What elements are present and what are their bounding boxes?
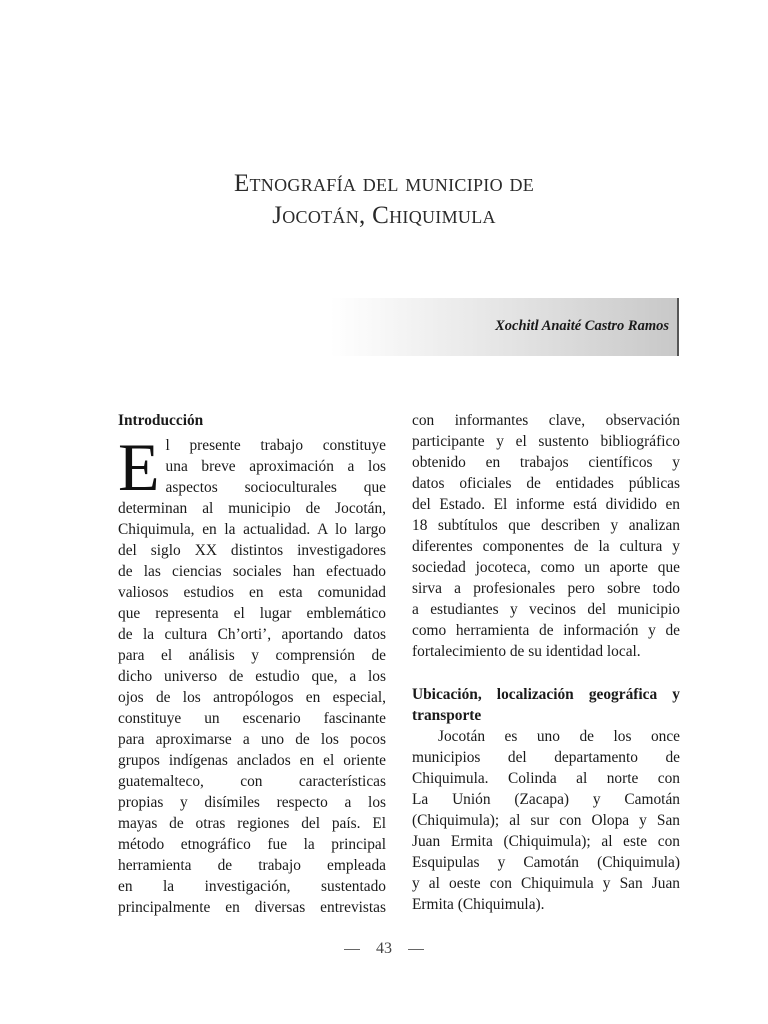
- footer-dash-left: [344, 949, 360, 950]
- text-line: dicho universo de estudio que, a los: [118, 668, 386, 685]
- text-line: sirva a profesionales pero sobre todo: [412, 580, 680, 597]
- text-line: con informantes clave, observación: [412, 412, 680, 429]
- text-line: aspectos socioculturales que: [165, 479, 386, 496]
- text-line: que representa el lugar emblemático: [118, 605, 386, 622]
- text-line: de la cultura Ch’orti’, aportando datos: [118, 626, 386, 643]
- body-text-left: [118, 498, 386, 918]
- page-number: 43: [376, 940, 392, 957]
- text-line: Ermita (Chiquimula).: [412, 896, 545, 913]
- text-line: determinan al municipio de Jocotán,: [118, 500, 386, 517]
- text-line: 18 subtítulos que describen y analizan: [412, 517, 680, 534]
- page-footer: [0, 940, 768, 958]
- text-line: principalmente en diversas entrevistas: [118, 899, 386, 916]
- text-line: valiosos estudios en esta comunidad: [118, 584, 386, 601]
- text-line: método etnográfico fue la principal: [118, 836, 386, 853]
- text-line: municipios del departamento de: [412, 749, 680, 766]
- text-line: como herramienta de información y de: [412, 622, 680, 639]
- heading-line: transporte: [412, 707, 482, 724]
- text-line: sociedad jocoteca, como un aporte que: [412, 559, 680, 576]
- text-line: una breve aproximación a los: [165, 458, 386, 475]
- text-line: diferentes componentes de la cultura y: [412, 538, 680, 555]
- text-line: (Chiquimula); al sur con Olopa y San: [412, 812, 680, 829]
- text-line: y al oeste con Chiquimula y San Juan: [412, 875, 680, 892]
- dropcap-letter: E: [118, 429, 160, 505]
- body-text-right-intro: [412, 410, 680, 662]
- footer-dash-right: [408, 949, 424, 950]
- text-line: del Estado. El informe está dividido en: [412, 496, 680, 513]
- title-line-1: Etnografía del municipio de: [233, 170, 535, 197]
- text-line: de las ciencias sociales han efectuado: [118, 563, 386, 580]
- text-line: participante y el sustento bibliográfico: [412, 433, 680, 450]
- text-line: para aproximarse a uno de los pocos: [118, 731, 386, 748]
- article-title: [0, 168, 768, 232]
- author-band: [330, 298, 679, 356]
- text-line: guatemalteco, con características: [118, 773, 386, 790]
- text-line: Juan Ermita (Chiquimula); al este con: [412, 833, 680, 850]
- left-column: [118, 410, 386, 918]
- text-line: en la investigación, sustentado: [118, 878, 386, 895]
- text-line: herramienta de trabajo empleada: [118, 857, 386, 874]
- dropcap-paragraph: [118, 429, 386, 505]
- text-line: ojos de los antropólogos en especial,: [118, 689, 386, 706]
- text-line: l presente trabajo constituye: [165, 437, 386, 454]
- paragraph-gap: [412, 662, 680, 684]
- text-line: del siglo XX distintos investigadores: [118, 542, 386, 559]
- text-line: a estudiantes y vecinos del municipio: [412, 601, 680, 618]
- author-name: Xochitl Anaité Castro Ramos: [495, 318, 669, 334]
- right-column: [412, 410, 680, 915]
- text-line: mayas de otras regiones del país. El: [118, 815, 386, 832]
- text-line: fortalecimiento de su identidad local.: [412, 643, 641, 660]
- text-line: para el análisis y comprensión de: [118, 647, 386, 664]
- text-line: obtenido en trabajos científicos y: [412, 454, 680, 471]
- text-line: propias y disímiles respecto a los: [118, 794, 386, 811]
- text-line: constituye un escenario fascinante: [118, 710, 386, 727]
- text-line: La Unión (Zacapa) y Camotán: [412, 791, 680, 808]
- title-line-2: Jocotán, Chiquimula: [272, 202, 496, 229]
- text-line: Esquipulas y Camotán (Chiquimula): [412, 854, 680, 871]
- text-line: grupos indígenas anclados en el oriente: [118, 752, 386, 769]
- section-heading-introduccion: Introducción: [118, 412, 204, 429]
- text-line: Chiquimula. Colinda al norte con: [412, 770, 680, 787]
- text-line: Jocotán es uno de los once: [438, 728, 680, 745]
- text-line: Chiquimula, en la actualidad. A lo largo: [118, 521, 386, 538]
- text-line: datos oficiales de entidades públicas: [412, 475, 680, 492]
- heading-line: Ubicación, localización geográfica y: [412, 686, 680, 703]
- section-heading-ubicacion: [412, 684, 680, 726]
- body-text-right-section: [412, 726, 680, 915]
